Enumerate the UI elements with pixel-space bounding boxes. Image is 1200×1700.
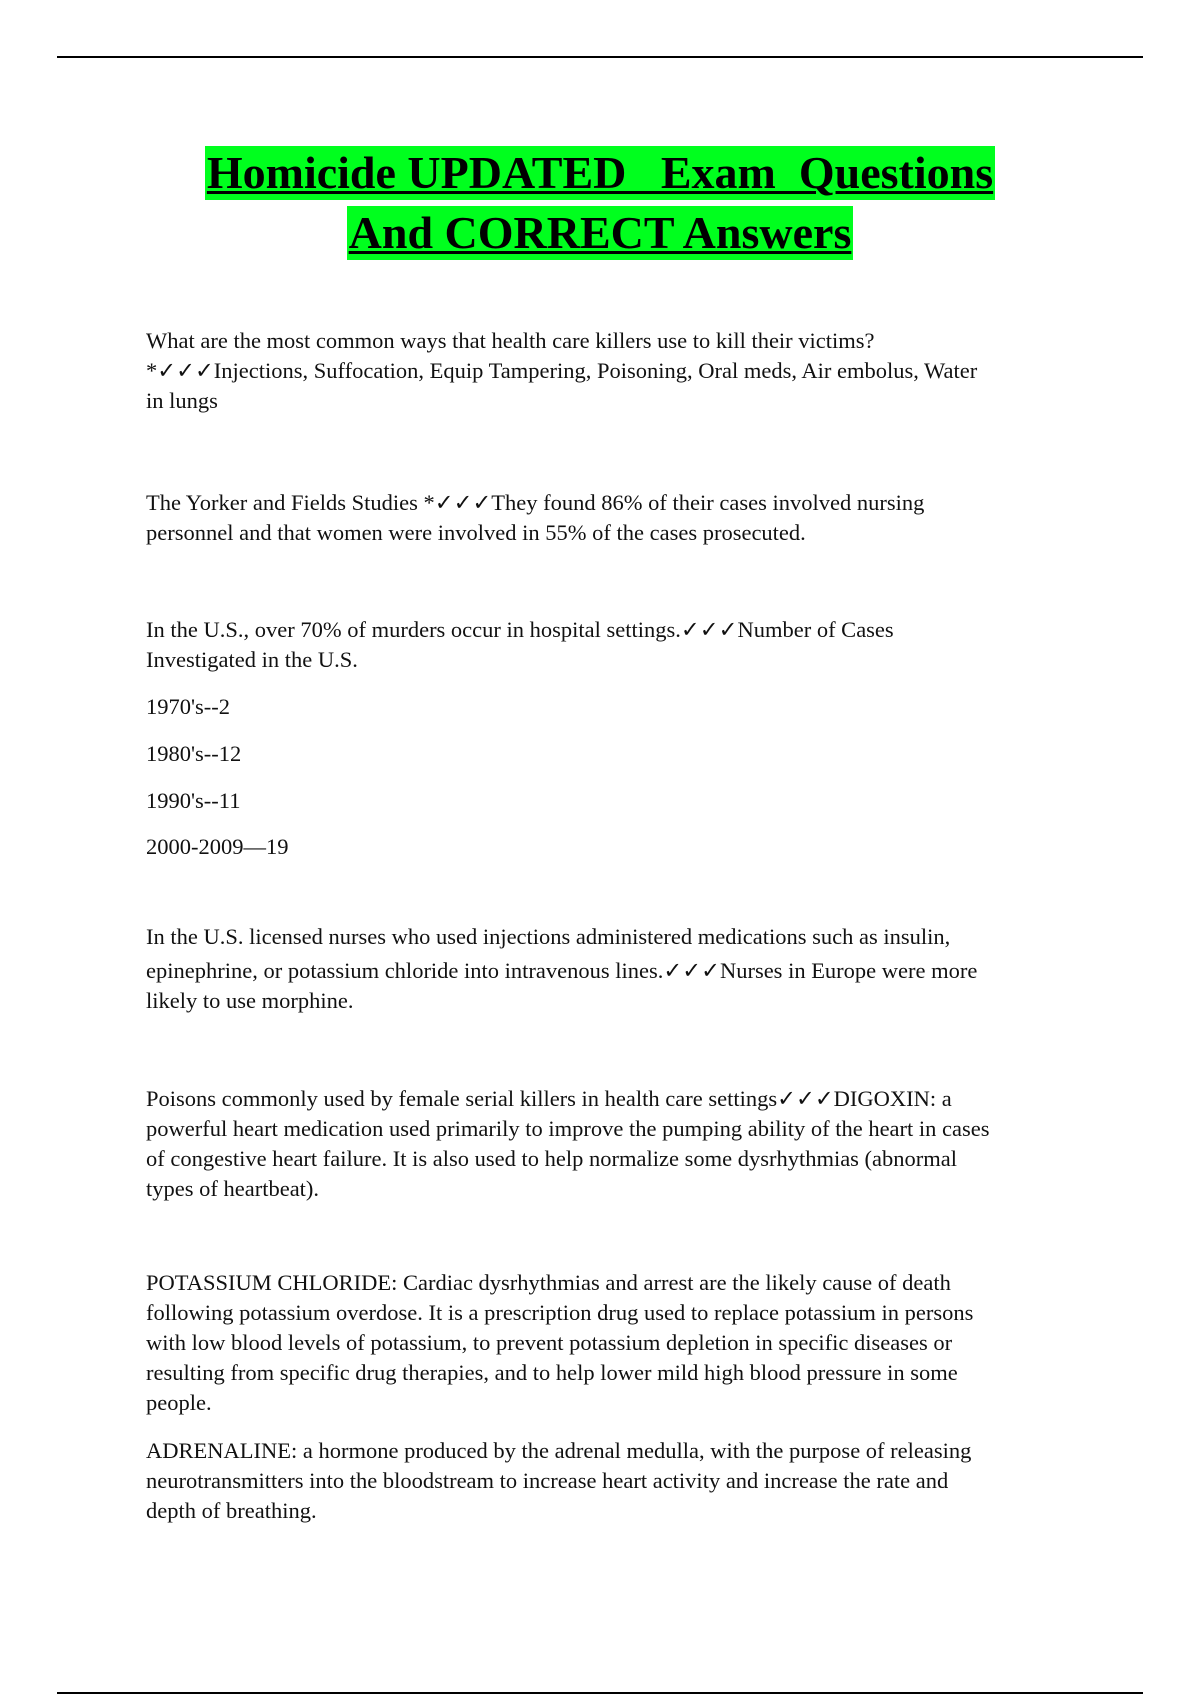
text-line: What are the most common ways that health care killers use to kill their victims?: [146, 328, 875, 353]
text-line: Investigated in the U.S.: [146, 647, 358, 672]
text-line: The Yorker and Fields Studies *✓✓✓They found 86% of their cases involved nursing: [146, 490, 925, 515]
decade-text: 2000-2009—19: [146, 834, 289, 859]
text-line: In the U.S. licensed nurses who used injections administered medications such as insulin,: [146, 924, 951, 949]
paragraph-potassium-chloride: [146, 1268, 1066, 1418]
decade-item: [146, 692, 1066, 722]
paragraph-adrenaline: [146, 1436, 1066, 1526]
text-line: personnel and that women were involved in 55% of the cases prosecuted.: [146, 520, 806, 545]
title-line-1: Homicide UPDATED Exam Questions: [206, 147, 994, 198]
text-line: Poisons commonly used by female serial killers in health care settings✓✓✓DIGOXIN: a: [146, 1086, 952, 1111]
document-title: [0, 146, 1200, 266]
decade-text: 1990's--11: [146, 788, 241, 813]
text-line: ADRENALINE: a hormone produced by the adrenal medulla, with the purpose of releasing: [146, 1438, 972, 1463]
paragraph-poisons: [146, 1084, 1066, 1204]
top-divider: [57, 56, 1143, 58]
text-line: following potassium overdose. It is a prescription drug used to replace potassium in persons: [146, 1300, 974, 1325]
text-line: epinephrine, or potassium chloride into intravenous lines.✓✓✓Nurses in Europe were more: [146, 958, 978, 983]
title-line-2: And CORRECT Answers: [348, 207, 852, 258]
decade-text: 1980's--12: [146, 741, 242, 766]
text-line: POTASSIUM CHLORIDE: Cardiac dysrhythmias and arrest are the likely cause of death: [146, 1270, 951, 1295]
decade-item: [146, 832, 1066, 862]
paragraph-common-ways: [146, 326, 1066, 416]
decade-item: [146, 786, 1066, 816]
text-line: types of heartbeat).: [146, 1176, 320, 1201]
text-line: with low blood levels of potassium, to prevent potassium depletion in specific diseases or: [146, 1330, 953, 1355]
paragraph-yorker-fields: [146, 488, 1066, 548]
decade-item: [146, 739, 1066, 769]
text-line: depth of breathing.: [146, 1498, 317, 1523]
text-line: powerful heart medication used primarily to improve the pumping ability of the heart in cases: [146, 1116, 990, 1141]
text-line: in lungs: [146, 388, 218, 413]
decade-text: 1970's--2: [146, 694, 231, 719]
text-line: neurotransmitters into the bloodstream to increase heart activity and increase the rate and: [146, 1468, 949, 1493]
paragraph-us-murders: [146, 615, 1066, 675]
text-line: likely to use morphine.: [146, 988, 354, 1013]
text-line: *✓✓✓Injections, Suffocation, Equip Tampering, Poisoning, Oral meds, Air embolus, Water: [146, 358, 978, 383]
paragraph-licensed-nurses: [146, 922, 1066, 1016]
bottom-divider: [57, 1692, 1143, 1694]
text-line: In the U.S., over 70% of murders occur in hospital settings.✓✓✓Number of Cases: [146, 617, 894, 642]
text-line: resulting from specific drug therapies, and to help lower mild high blood pressure in some: [146, 1360, 958, 1385]
text-line: of congestive heart failure. It is also used to help normalize some dysrhythmias (abnormal: [146, 1146, 958, 1171]
text-line: people.: [146, 1390, 212, 1415]
